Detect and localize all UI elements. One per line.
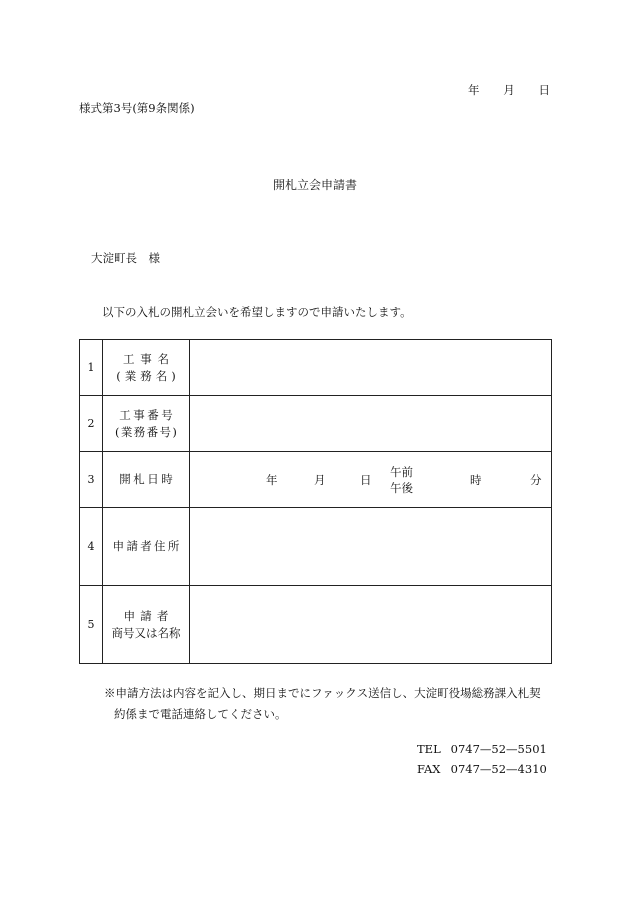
table-row-applicant-name — [80, 586, 552, 664]
label-line: 商号又は名称 — [111, 625, 181, 640]
dt-month-unit: 月 — [314, 472, 326, 487]
opening-datetime-field[interactable] — [190, 452, 552, 508]
fax-label: FAX — [417, 762, 441, 776]
dt-year-unit: 年 — [266, 472, 278, 487]
dt-hour-unit: 時 — [470, 472, 482, 487]
table-row-project-name — [80, 340, 552, 396]
label-line: (業務名) — [116, 368, 180, 383]
table-row-project-number — [80, 396, 552, 452]
label-line: 開札日時 — [119, 472, 176, 486]
note-line-2: 約係まで電話連絡してください。 — [114, 707, 287, 721]
addressee: 大淀町長 様 — [91, 251, 160, 265]
row-label-opening-datetime — [103, 452, 190, 508]
form-number: 様式第3号(第9条関係) — [79, 101, 195, 115]
project-name-field[interactable] — [190, 340, 552, 396]
contact-fax — [417, 762, 547, 776]
tel-label: TEL — [417, 742, 441, 756]
header-date-day: 日 — [538, 83, 550, 97]
intro-text: 以下の入札の開札立会いを希望しますので申請いたします。 — [102, 305, 412, 319]
row-label-applicant-address — [103, 508, 190, 586]
applicant-address-field[interactable] — [190, 508, 552, 586]
row-number: 5 — [80, 586, 103, 664]
header-date-year: 年 — [468, 83, 480, 97]
header-date — [468, 82, 550, 98]
row-label-project-number — [103, 396, 190, 452]
label-line: 工事番号 — [119, 407, 176, 422]
row-number: 4 — [80, 508, 103, 586]
row-label-applicant-name — [103, 586, 190, 664]
applicant-name-field[interactable] — [190, 586, 552, 664]
row-number: 3 — [80, 452, 103, 508]
label-line: 工事名 — [123, 351, 175, 366]
label-line: 申請者 — [123, 608, 174, 623]
fax-number: 0747—52—4310 — [450, 762, 547, 776]
header-date-month: 月 — [503, 83, 515, 97]
pm-label: 午後 — [390, 480, 413, 495]
note-line-1: ※申請方法は内容を記入し、期日までにファックス送信し、大淀町役場総務課入札契 — [104, 686, 541, 700]
dt-minute-unit: 分 — [530, 472, 542, 487]
project-number-field[interactable] — [190, 396, 552, 452]
row-number: 2 — [80, 396, 103, 452]
row-number: 1 — [80, 340, 103, 396]
dt-day-unit: 日 — [360, 472, 372, 487]
label-line: 申請者住所 — [112, 539, 182, 553]
am-label: 午前 — [390, 464, 413, 479]
tel-number: 0747—52—5501 — [450, 742, 547, 756]
application-table — [79, 339, 552, 664]
am-pm-options — [390, 464, 413, 496]
label-line: (業務番号) — [115, 424, 179, 439]
row-label-project-name — [103, 340, 190, 396]
table-row-applicant-address — [80, 508, 552, 586]
contact-tel — [417, 742, 547, 756]
table-row-opening-datetime — [80, 452, 552, 508]
document-title: 開札立会申請書 — [272, 178, 357, 192]
